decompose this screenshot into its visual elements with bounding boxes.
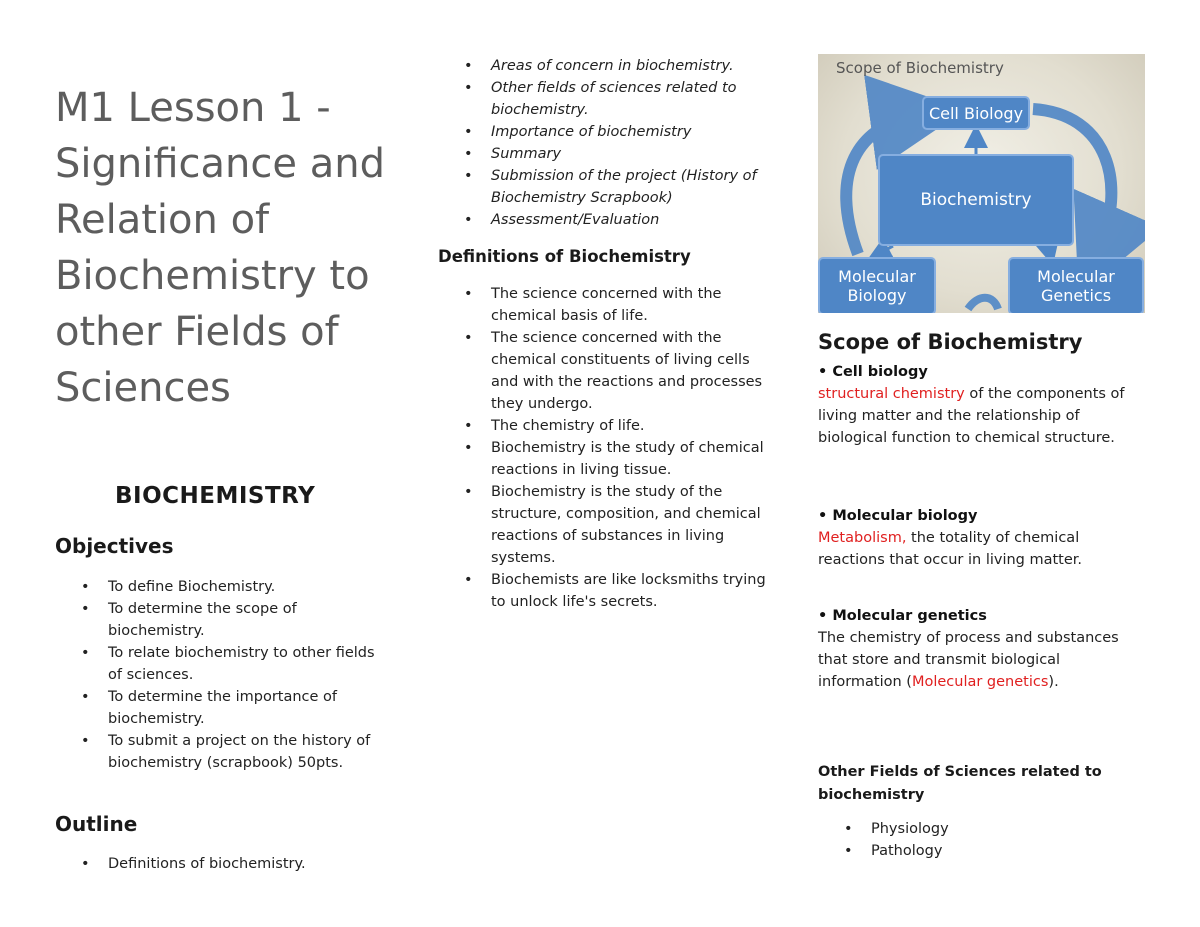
list-item: • Submission of the project (History of Biochemistry Scrapbook): [438, 165, 778, 209]
list-item: • Biochemistry is the study of the structure, composition, and chemical reactions of substances in living systems.: [438, 481, 778, 569]
definitions-list: [438, 283, 778, 613]
other-fields-heading: Other Fields of Sciences related to biochemistry: [818, 764, 1102, 803]
molecular-genetics-label: • Molecular genetics: [818, 608, 987, 624]
list-item: • Importance of biochemistry: [438, 121, 778, 143]
list-item: • Physiology: [818, 818, 1143, 840]
biochemistry-box: Biochemistry: [878, 154, 1074, 246]
list-item: • To relate biochemistry to other fields of sciences.: [55, 642, 385, 686]
cell-biology-label: • Cell biology: [818, 364, 928, 380]
outline-heading: Outline: [55, 812, 138, 836]
scope-heading: Scope of Biochemistry: [818, 330, 1083, 354]
molecular-biology-paragraph: [818, 505, 1143, 571]
cell-biology-box: Cell Biology: [922, 96, 1030, 130]
cell-biology-text: of the components of living matter and the relationship of biological function to chemical structure.: [818, 386, 1125, 446]
list-item: • To determine the scope of biochemistry.: [55, 598, 385, 642]
molecular-genetics-paragraph: [818, 605, 1143, 693]
molecular-biology-highlight: Metabolism,: [818, 530, 907, 546]
molecular-genetics-highlight: Molecular genetics: [911, 674, 1049, 690]
cell-biology-paragraph: [818, 361, 1143, 449]
objectives-list: [55, 576, 385, 774]
list-item: • Pathology: [818, 840, 1143, 862]
list-item: • The science concerned with the chemical constituents of living cells and with the reactions and processes they undergo.: [438, 327, 778, 415]
list-item: • Areas of concern in biochemistry.: [438, 55, 778, 77]
list-item: • The chemistry of life.: [438, 415, 778, 437]
outline-list: [55, 853, 385, 875]
list-item: • Definitions of biochemistry.: [55, 853, 385, 875]
cell-biology-highlight: structural chemistry: [818, 386, 965, 402]
molecular-genetics-box: Molecular Genetics: [1008, 257, 1144, 313]
scope-diagram: [818, 54, 1145, 313]
diagram-title: Scope of Biochemistry: [836, 59, 1004, 77]
outline-continued-list: [438, 55, 778, 231]
other-fields-list: [818, 818, 1143, 862]
objectives-heading: Objectives: [55, 534, 174, 558]
list-item: • Assessment/Evaluation: [438, 209, 778, 231]
list-item: • To determine the importance of biochemistry.: [55, 686, 385, 730]
molecular-biology-label: • Molecular biology: [818, 508, 978, 524]
list-item: • Biochemistry is the study of chemical reactions in living tissue.: [438, 437, 778, 481]
molecular-genetics-text: The chemistry of process and substances that store and transmit biological information (: [818, 630, 1119, 690]
list-item: • To submit a project on the history of biochemistry (scrapbook) 50pts.: [55, 730, 385, 774]
lesson-title: M1 Lesson 1 - Significance and Relation of Biochemistry to other Fields of Sciences: [55, 85, 385, 411]
list-item: • Other fields of sciences related to biochemistry.: [438, 77, 778, 121]
molecular-biology-box: Molecular Biology: [818, 257, 936, 313]
list-item: • The science concerned with the chemical basis of life.: [438, 283, 778, 327]
subject-heading: BIOCHEMISTRY: [115, 483, 316, 509]
molecular-genetics-text-end: ).: [1048, 674, 1059, 690]
list-item: • To define Biochemistry.: [55, 576, 385, 598]
list-item: • Biochemists are like locksmiths trying to unlock life's secrets.: [438, 569, 778, 613]
molecular-biology-text: the totality of chemical reactions that occur in living matter.: [818, 530, 1083, 568]
definitions-heading: Definitions of Biochemistry: [438, 247, 691, 266]
list-item: • Summary: [438, 143, 778, 165]
